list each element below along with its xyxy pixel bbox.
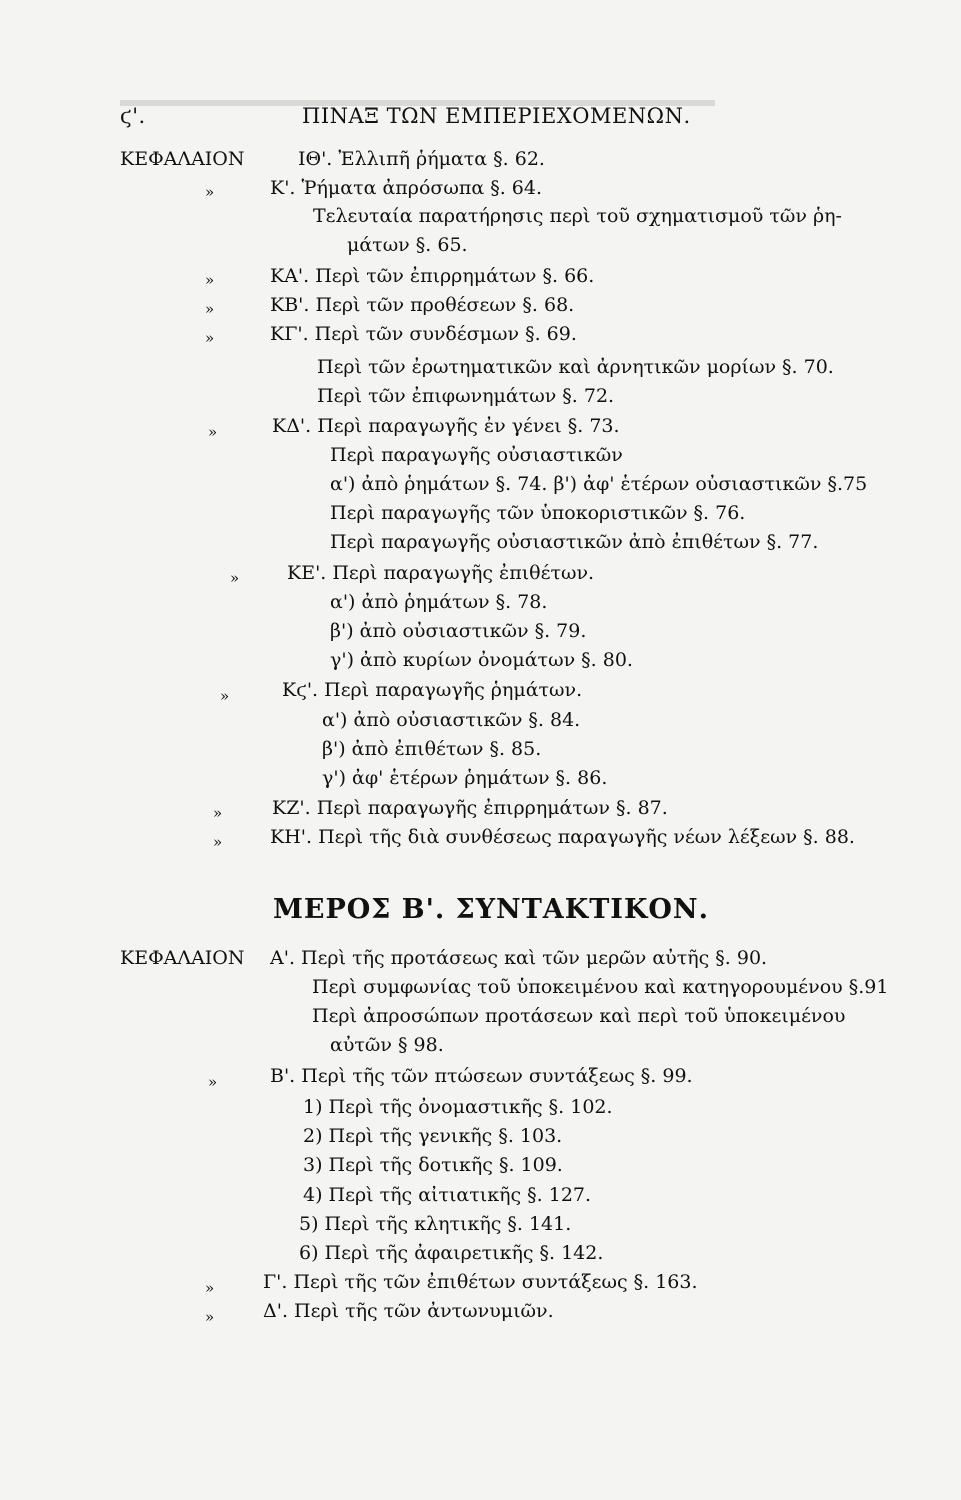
chapter-label: ΚΕΦΑΛΑΙΟΝ — [120, 947, 245, 969]
toc-subentry: Περὶ τῶν ἐπιφωνημάτων §. 72. — [317, 385, 615, 407]
toc-entry-d: Δ'. Περὶ τῆς τῶν ἀντωνυμιῶν. — [263, 1300, 554, 1322]
toc-subentry: Περὶ τῶν ἐρωτηματικῶν καὶ ἀρνητικῶν μορίων §. 70. — [317, 356, 834, 378]
ditto-mark: » — [220, 687, 230, 705]
page-number: ϛ'. — [120, 104, 146, 128]
ditto-mark: » — [205, 271, 215, 289]
toc-entry-25: ΚΕ'. Περὶ παραγωγῆς ἐπιθέτων. — [287, 562, 595, 584]
toc-subentry: γ') ἀπὸ κυρίων ὀνομάτων §. 80. — [330, 649, 633, 671]
toc-subentry: αὐτῶν § 98. — [330, 1034, 444, 1056]
toc-subentry: Περὶ παραγωγῆς οὐσιαστικῶν ἀπὸ ἐπιθέτων §. 77. — [330, 531, 819, 553]
toc-subentry: Περὶ παραγωγῆς τῶν ὑποκοριστικῶν §. 76. — [330, 502, 746, 524]
toc-subentry: Περὶ συμφωνίας τοῦ ὑποκειμένου καὶ κατηγορουμένου §.91 — [312, 976, 889, 998]
part-heading: ΜΕΡΟΣ Β'. ΣΥΝΤΑΚΤΙΚΟΝ. — [273, 894, 710, 925]
page-title: ΠΙΝΑΞ ΤΩΝ ΕΜΠΕΡΙΕΧΟΜΕΝΩΝ. — [302, 104, 691, 128]
toc-subentry: 3) Περὶ τῆς δοτικῆς §. 109. — [303, 1154, 563, 1176]
toc-entry-27: ΚΖ'. Περὶ παραγωγῆς ἐπιρρημάτων §. 87. — [272, 797, 668, 819]
ditto-mark: » — [205, 183, 215, 201]
ditto-mark: » — [208, 1073, 218, 1091]
toc-subentry: 2) Περὶ τῆς γενικῆς §. 103. — [303, 1125, 563, 1147]
toc-subentry: α') ἀπὸ οὐσιαστικῶν §. 84. — [322, 709, 581, 731]
ditto-mark: » — [205, 329, 215, 347]
toc-subentry: 5) Περὶ τῆς κλητικῆς §. 141. — [299, 1213, 572, 1235]
toc-subentry: α') ἀπὸ ῥημάτων §. 78. — [330, 591, 548, 613]
chapter-label: ΚΕΦΑΛΑΙΟΝ — [120, 148, 245, 170]
ditto-mark: » — [205, 1279, 215, 1297]
toc-subentry: 6) Περὶ τῆς ἀφαιρετικῆς §. 142. — [299, 1242, 604, 1264]
toc-entry-22: ΚΒ'. Περὶ τῶν προθέσεων §. 68. — [270, 294, 575, 316]
toc-entry-20: Κ'. Ῥήματα ἀπρόσωπα §. 64. — [270, 177, 542, 199]
ditto-mark: » — [208, 423, 218, 441]
ditto-mark: » — [205, 300, 215, 318]
toc-subentry: μάτων §. 65. — [347, 234, 468, 256]
toc-subentry: β') ἀπὸ ἐπιθέτων §. 85. — [322, 738, 542, 760]
toc-entry-28: ΚΗ'. Περὶ τῆς διὰ συνθέσεως παραγωγῆς νέων λέξεων §. 88. — [270, 826, 855, 848]
toc-entry-23: ΚΓ'. Περὶ τῶν συνδέσμων §. 69. — [270, 323, 577, 345]
toc-entry-b: Β'. Περὶ τῆς τῶν πτώσεων συντάξεως §. 99. — [270, 1065, 693, 1087]
toc-subentry: 1) Περὶ τῆς ὀνομαστικῆς §. 102. — [303, 1096, 613, 1118]
ditto-mark: » — [213, 804, 223, 822]
toc-entry-a: Α'. Περὶ τῆς προτάσεως καὶ τῶν μερῶν αὐτῆς §. 90. — [270, 947, 768, 969]
toc-entry-24: ΚΔ'. Περὶ παραγωγῆς ἐν γένει §. 73. — [272, 415, 620, 437]
toc-subentry: Περὶ παραγωγῆς οὐσιαστικῶν — [330, 444, 623, 466]
toc-entry-c: Γ'. Περὶ τῆς τῶν ἐπιθέτων συντάξεως §. 163. — [263, 1271, 698, 1293]
ditto-mark: » — [213, 833, 223, 851]
toc-subentry: Περὶ ἀπροσώπων προτάσεων καὶ περὶ τοῦ ὑποκειμένου — [312, 1005, 846, 1027]
toc-subentry: Τελευταία παρατήρησις περὶ τοῦ σχηματισμοῦ τῶν ῥη- — [313, 205, 842, 227]
toc-subentry: 4) Περὶ τῆς αἰτιατικῆς §. 127. — [303, 1184, 592, 1206]
toc-subentry: β') ἀπὸ οὐσιαστικῶν §. 79. — [330, 620, 587, 642]
ditto-mark: » — [230, 569, 240, 587]
ditto-mark: » — [205, 1308, 215, 1326]
toc-entry-19: ΙΘ'. Ἐλλιπῆ ῥήματα §. 62. — [298, 148, 545, 170]
toc-subentry: α') ἀπὸ ῥημάτων §. 74. β') ἀφ' ἑτέρων οὐσιαστικῶν §.75 — [330, 473, 868, 495]
toc-entry-21: ΚΑ'. Περὶ τῶν ἐπιρρημάτων §. 66. — [270, 265, 595, 287]
toc-entry-26: Κϛ'. Περὶ παραγωγῆς ῥημάτων. — [282, 679, 583, 701]
toc-subentry: γ') ἀφ' ἑτέρων ῥημάτων §. 86. — [322, 767, 608, 789]
